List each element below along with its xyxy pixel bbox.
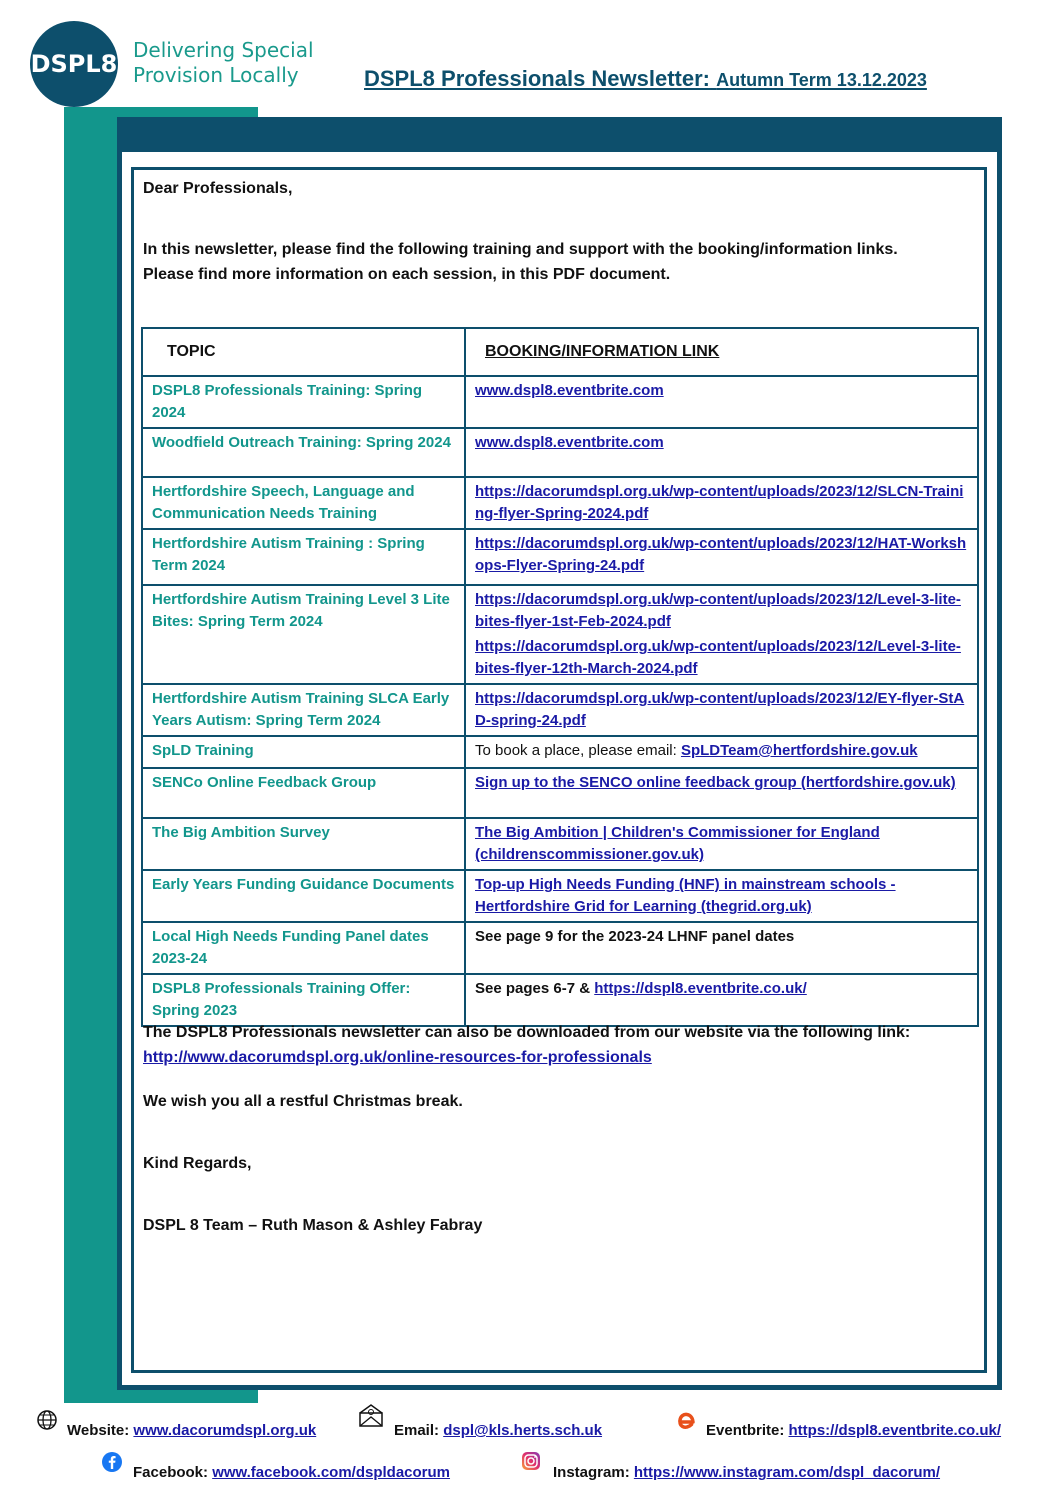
- row-topic: Hertfordshire Autism Training Level 3 Lite Bites: Spring Term 2024: [142, 585, 465, 684]
- table-row: [142, 529, 978, 585]
- row-text: See pages 6-7 &: [475, 980, 595, 997]
- download-link[interactable]: http://www.dacorumdspl.org.uk/online-resources-for-professionals: [143, 1049, 652, 1066]
- email-icon: [358, 1404, 384, 1428]
- title-main: DSPL8 Professionals Newsletter:: [364, 66, 711, 91]
- row-topic: DSPL8 Professionals Training: Spring 2024: [142, 376, 465, 428]
- table-row: [142, 585, 978, 684]
- table-row: [142, 477, 978, 529]
- row-topic: SENCo Online Feedback Group: [142, 768, 465, 818]
- eventbrite-icon: [675, 1410, 697, 1432]
- facebook-label: Facebook:: [133, 1464, 213, 1481]
- row-link[interactable]: Top-up High Needs Funding (HNF) in mainstream schools - Hertfordshire Grid for Learning (thegrid.org.uk): [475, 876, 896, 915]
- table-row: [142, 684, 978, 736]
- row-link[interactable]: https://dspl8.eventbrite.co.uk/: [594, 980, 807, 997]
- row-text: To book a place, please email:: [475, 742, 681, 759]
- row-topic: SpLD Training: [142, 736, 465, 768]
- email-link[interactable]: dspl@kls.herts.sch.uk: [443, 1422, 603, 1439]
- row-link[interactable]: SpLDTeam@hertfordshire.gov.uk: [680, 742, 918, 759]
- table-row: [142, 428, 978, 477]
- download-text: The DSPL8 Professionals newsletter can also be downloaded from our website via the following link:: [143, 1024, 911, 1041]
- intro-line2: Please find more information on each session, in this PDF document.: [143, 266, 671, 283]
- facebook-link[interactable]: www.facebook.com/dspldacorum: [212, 1464, 451, 1481]
- table-header-row: [142, 328, 978, 376]
- footer-instagram: [553, 1464, 940, 1481]
- row-topic: Woodfield Outreach Training: Spring 2024: [142, 428, 465, 477]
- footer-facebook: [133, 1464, 450, 1481]
- kind-regards: Kind Regards,: [143, 1155, 252, 1172]
- instagram-link[interactable]: https://www.instagram.com/dspl_dacorum/: [633, 1464, 941, 1481]
- footer-eventbrite: [706, 1422, 1001, 1439]
- row-link[interactable]: https://dacorumdspl.org.uk/wp-content/uploads/2023/12/HAT-Workshops-Flyer-Spring-24.pdf: [475, 535, 967, 574]
- greeting: Dear Professionals,: [143, 180, 293, 197]
- row-topic: Early Years Funding Guidance Documents: [142, 870, 465, 922]
- row-topic: Hertfordshire Autism Training : Spring Term 2024: [142, 529, 465, 585]
- logo-text: DSPL8: [30, 50, 118, 78]
- intro-line1: In this newsletter, please find the following training and support with the booking/information links.: [143, 241, 898, 258]
- row-topic: DSPL8 Professionals Training Offer: Spring 2023: [142, 974, 465, 1026]
- header-link: BOOKING/INFORMATION LINK: [465, 328, 978, 376]
- row-text: See page 9 for the 2023-24 LHNF panel dates: [475, 928, 795, 945]
- facebook-icon: [101, 1451, 123, 1473]
- table-row: [142, 818, 978, 870]
- signoff: DSPL 8 Team – Ruth Mason & Ashley Fabray: [143, 1217, 483, 1234]
- row-topic: Hertfordshire Autism Training SLCA Early Years Autism: Spring Term 2024: [142, 684, 465, 736]
- row-topic: Hertfordshire Speech, Language and Communication Needs Training: [142, 477, 465, 529]
- tagline-line1: Delivering Special: [133, 38, 314, 62]
- website-label: Website:: [67, 1422, 134, 1439]
- instagram-label: Instagram:: [553, 1464, 634, 1481]
- email-label: Email:: [394, 1422, 444, 1439]
- table-row: [142, 768, 978, 818]
- logo-tagline: [133, 38, 314, 88]
- dspl8-logo: [30, 21, 118, 107]
- row-link[interactable]: https://dacorumdspl.org.uk/wp-content/uploads/2023/12/SLCN-Training-flyer-Spring-2024.pdf: [475, 483, 964, 522]
- eventbrite-label: Eventbrite:: [706, 1422, 789, 1439]
- eventbrite-link[interactable]: https://dspl8.eventbrite.co.uk/: [788, 1422, 1002, 1439]
- newsletter-title: [364, 66, 927, 92]
- table-row: [142, 974, 978, 1026]
- row-link[interactable]: Sign up to the SENCO online feedback group (hertfordshire.gov.uk): [475, 774, 956, 791]
- instagram-icon: [520, 1450, 542, 1472]
- row-link[interactable]: https://dacorumdspl.org.uk/wp-content/uploads/2023/12/Level-3-lite-bites-flyer-1st-Feb-2024.pdf: [475, 591, 961, 630]
- row-topic: Local High Needs Funding Panel dates 2023-24: [142, 922, 465, 974]
- row-link-2[interactable]: https://dacorumdspl.org.uk/wp-content/uploads/2023/12/Level-3-lite-bites-flyer-12th-March-2024.pdf: [475, 638, 961, 677]
- tagline-line2: Provision Locally: [133, 63, 299, 87]
- globe-icon: [36, 1409, 58, 1431]
- row-topic: The Big Ambition Survey: [142, 818, 465, 870]
- row-link[interactable]: https://dacorumdspl.org.uk/wp-content/uploads/2023/12/EY-flyer-StAD-spring-24.pdf: [475, 690, 965, 729]
- table-row: [142, 376, 978, 428]
- table-row: [142, 736, 978, 768]
- title-sub: Autumn Term 13.12.2023: [716, 70, 927, 90]
- training-table: [141, 327, 979, 1027]
- header-topic: TOPIC: [142, 328, 465, 376]
- row-link[interactable]: www.dspl8.eventbrite.com: [475, 434, 664, 451]
- row-link[interactable]: The Big Ambition | Children's Commissioner for England (childrenscommissioner.gov.uk): [475, 824, 880, 863]
- footer-website: [67, 1422, 316, 1439]
- website-link[interactable]: www.dacorumdspl.org.uk: [133, 1422, 317, 1439]
- table-row: [142, 922, 978, 974]
- footer-email: [394, 1422, 602, 1439]
- row-link[interactable]: www.dspl8.eventbrite.com: [475, 382, 664, 399]
- table-row: [142, 870, 978, 922]
- christmas-wish: We wish you all a restful Christmas break.: [143, 1093, 463, 1110]
